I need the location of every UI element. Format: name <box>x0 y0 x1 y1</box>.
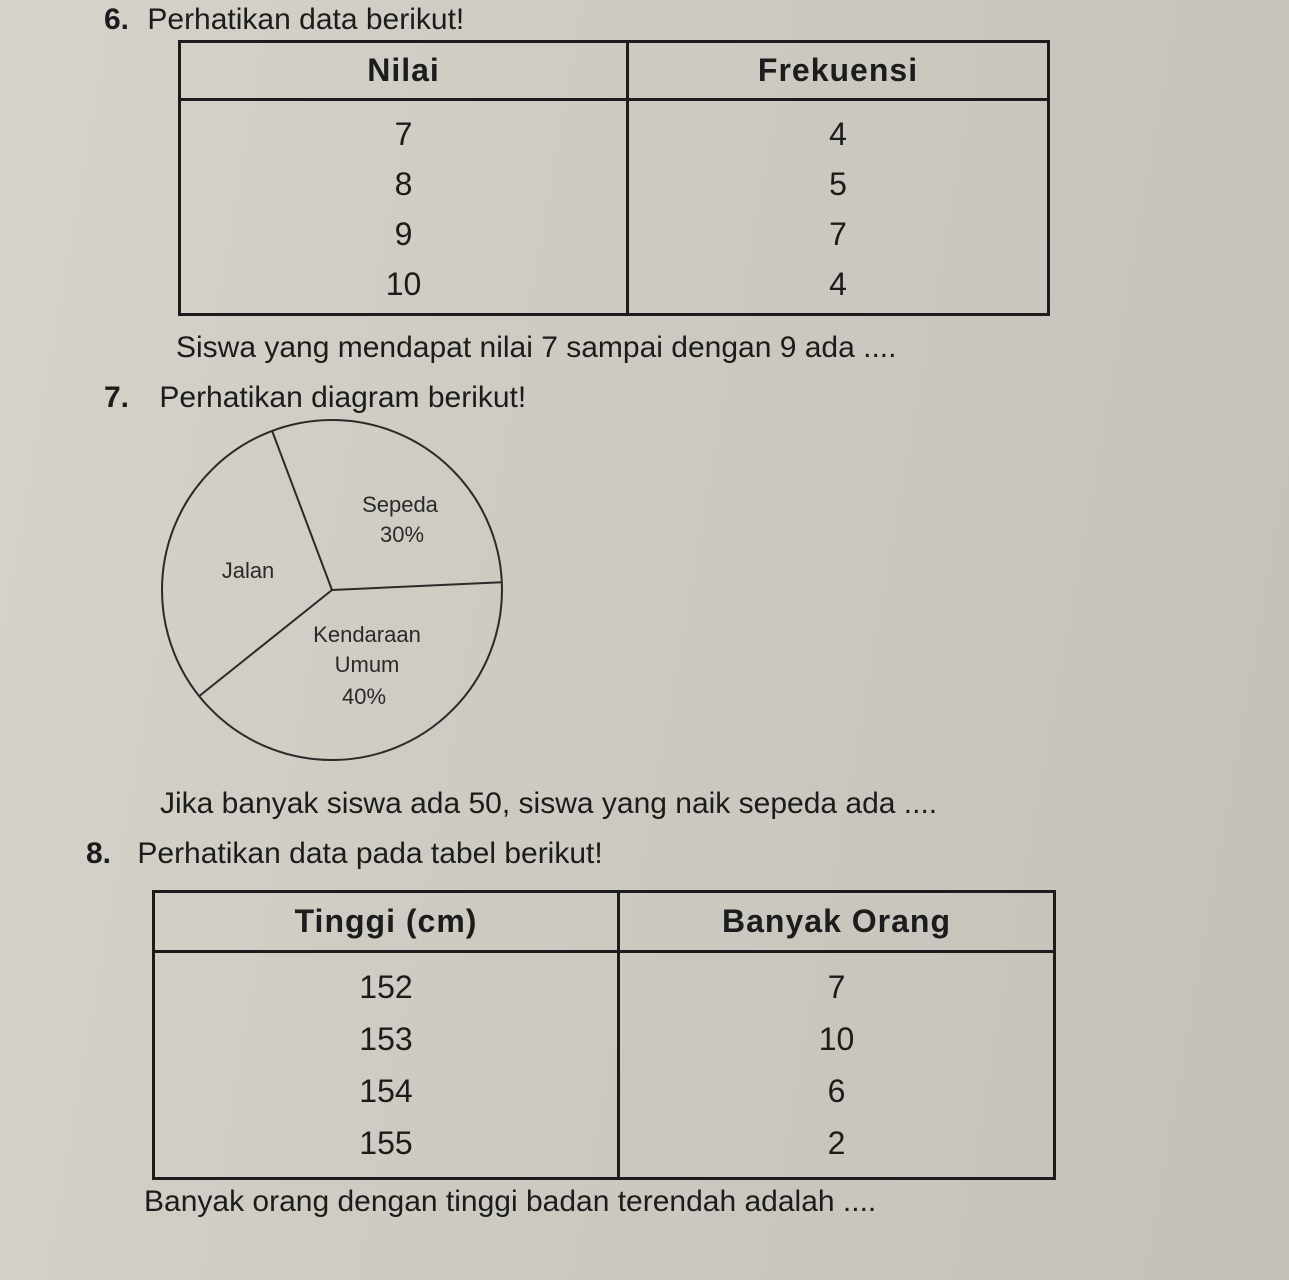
q6-table <box>178 40 1050 316</box>
q8-heading <box>86 836 603 872</box>
table-cell: 153 <box>359 1021 413 1057</box>
table-cell: 7 <box>829 216 847 252</box>
q8-table <box>152 890 1056 1180</box>
label-sepeda: Sepeda <box>362 492 438 517</box>
q7-number: 7. <box>104 381 130 414</box>
label-umum: Umum <box>334 652 400 677</box>
table-cell: 4 <box>829 266 847 302</box>
q8-col-tinggi <box>154 952 619 1179</box>
table-cell: 154 <box>359 1073 413 1109</box>
table-cell: 7 <box>827 969 846 1005</box>
label-kendaraan-percent: 40% <box>341 684 387 709</box>
pie-chart <box>160 410 520 770</box>
q6-header-nilai: Nilai <box>180 42 628 100</box>
q7-prompt: Perhatikan diagram berikut! <box>159 381 527 414</box>
q6-col-nilai <box>180 100 628 315</box>
q8-header-tinggi: Tinggi (cm) <box>154 892 619 952</box>
q6-heading <box>104 2 464 38</box>
pie-slice-boundary <box>272 431 332 590</box>
label-kendaraan: Kendaraan <box>313 622 421 647</box>
pie-slice-boundary <box>332 582 502 590</box>
table-cell: 10 <box>818 1021 855 1057</box>
q6-question: Siswa yang mendapat nilai 7 sampai dengan 9 ada .... <box>176 331 897 364</box>
table-cell: 155 <box>359 1125 413 1161</box>
q8-col-banyak <box>619 952 1055 1179</box>
q6-number: 6. <box>104 3 130 36</box>
table-cell: 7 <box>394 116 413 152</box>
q6-header-frekuensi: Frekuensi <box>628 42 1049 100</box>
q6-prompt: Perhatikan data berikut! <box>147 3 465 36</box>
q8-prompt: Perhatikan data pada tabel berikut! <box>137 837 603 870</box>
pie-slice-boundary <box>199 590 332 696</box>
q8-number: 8. <box>86 837 112 870</box>
table-cell: 4 <box>829 116 847 152</box>
q8-header-banyak: Banyak Orang <box>619 892 1055 952</box>
label-jalan: Jalan <box>221 558 275 583</box>
label-sepeda-percent: 30% <box>379 522 425 547</box>
q8-question: Banyak orang dengan tinggi badan terendah adalah .... <box>144 1185 877 1218</box>
table-cell: 5 <box>829 166 847 202</box>
table-cell: 152 <box>359 969 413 1005</box>
q7-question: Jika banyak siswa ada 50, siswa yang naik sepeda ada .... <box>160 787 938 820</box>
table-cell: 2 <box>827 1125 846 1161</box>
table-cell: 10 <box>385 266 422 302</box>
table-cell: 9 <box>394 216 413 252</box>
table-cell: 6 <box>827 1073 846 1109</box>
table-cell: 8 <box>394 166 413 202</box>
q6-col-frekuensi <box>628 100 1049 315</box>
